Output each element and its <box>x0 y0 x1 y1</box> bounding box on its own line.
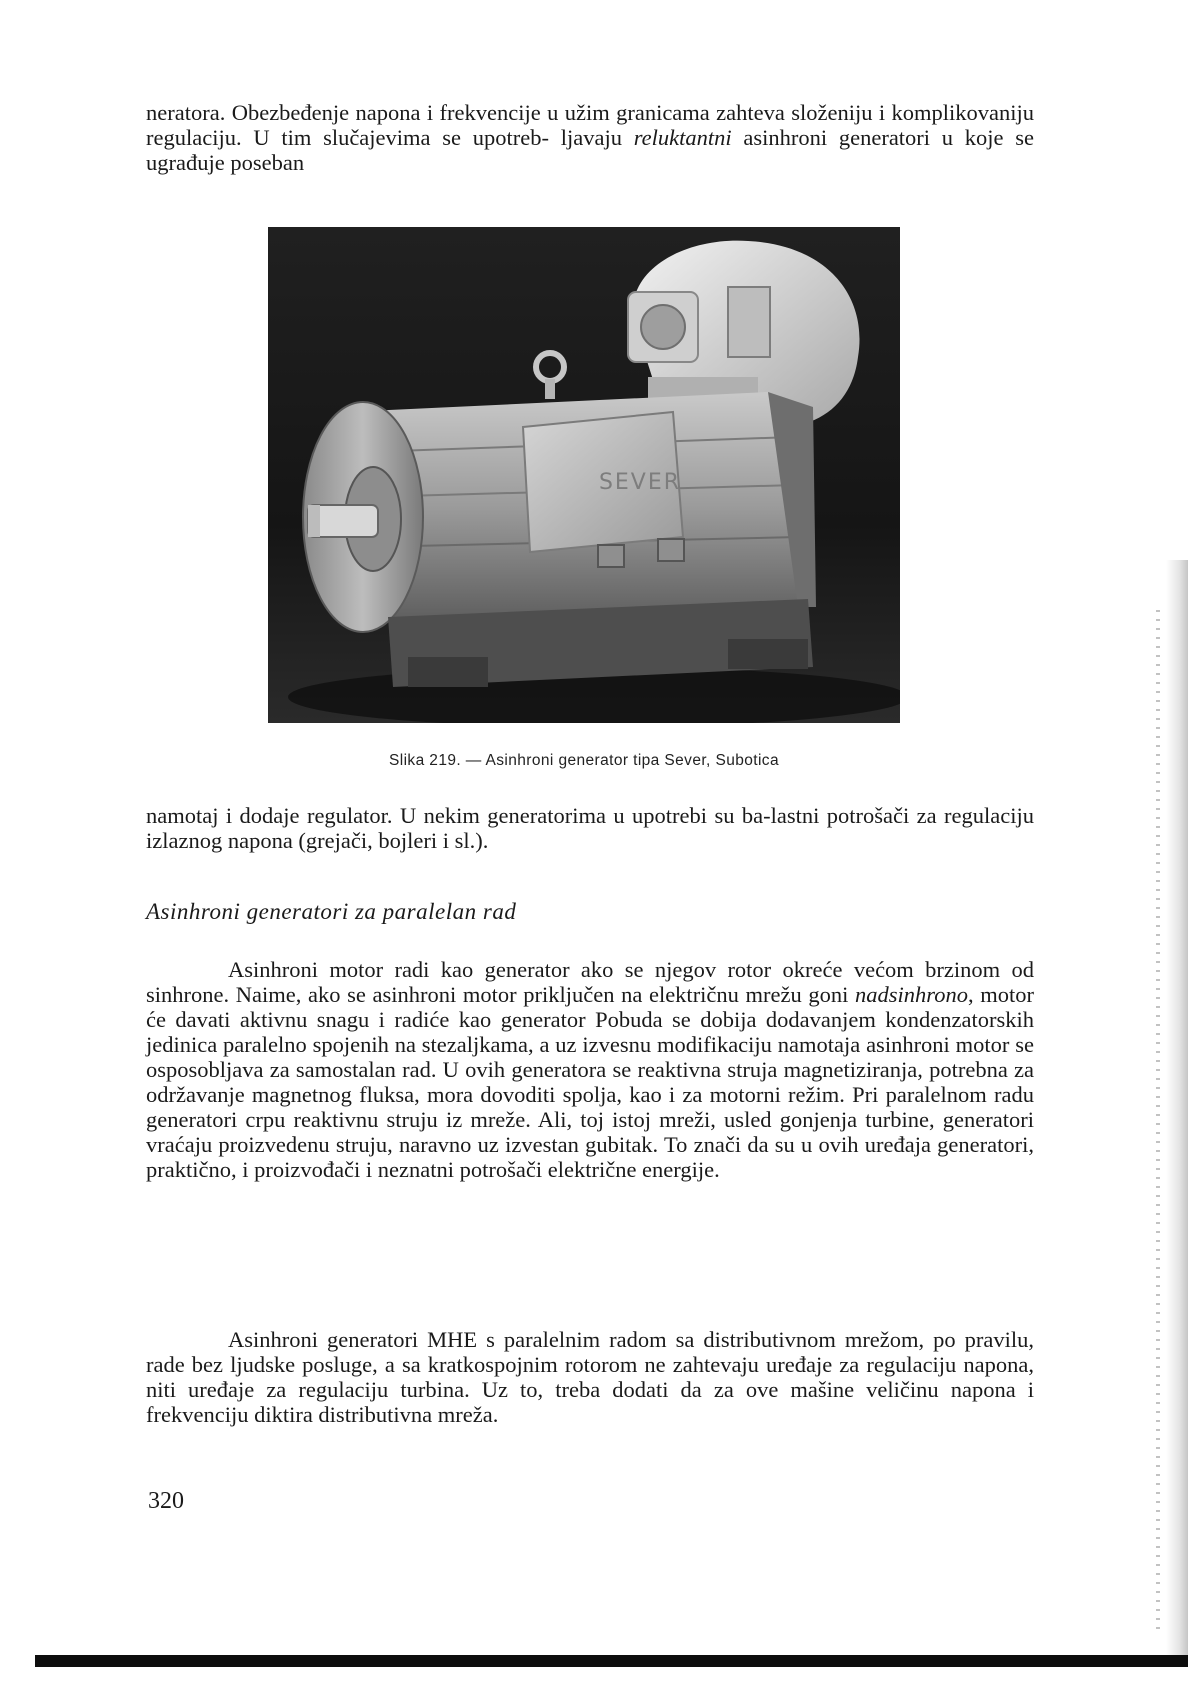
intro-line-1: neratora. Obezbeđenje napona i frekvencije u užim granicama zahteva <box>146 100 785 125</box>
body-paragraph-1 <box>146 957 1034 1182</box>
end-shield <box>303 402 423 632</box>
body1-end: , motor će davati aktivnu snagu i radiće kao generator Pobuda se dobija dodavanjem kondenzatorskih jedinica paralelno spojenih na stezaljkama, a uz izvesnu modifikaciju namotaja asinhroni motor se osposobljava za samostalan rad. U ovih generatora se reaktivna struja magnetiziranja, potrebna za održavanje magnetnog fluksa, mora dovoditi spolja, kao i za motorni režim. Pri paralelnom radu generatori crpu reaktivnu struju iz mreže. Ali, toj istoj mreži, usled gonjenja turbine, generatori vraćaju proizvedenu struju, naravno uz izvestan gubitak. To znači da su u ovih uređaja generatori, praktično, i proizvođači i neznatni potrošači električne energije. <box>146 982 1034 1182</box>
section-heading: Asinhroni generatori za paralelan rad <box>146 899 517 924</box>
body1-start: Asinhroni motor radi kao generator ako se njegov rotor okreće većom brzinom od sinhrone. Naime, ako se asinhroni motor priključen na električnu mrežu goni <box>146 957 1034 1007</box>
nameplate-text: SEVER <box>598 470 682 495</box>
scan-edge-marks <box>1156 610 1160 1630</box>
scan-edge-shadow <box>1166 560 1188 1660</box>
intro-line-3-end: asinhroni generatori u koje se ugrađuje poseban <box>146 125 1035 175</box>
body1-italic-term: nadsinhrono <box>855 982 968 1007</box>
scan-bottom-border <box>35 1655 1188 1667</box>
terminal-box <box>523 412 684 567</box>
after-figure-paragraph: namotaj i dodaje regulator. U nekim generatorima u upotrebi su ba-lastni potrošači za regulaciju izlaznog napona (grejači, bojleri i sl.). <box>146 803 1034 853</box>
intro-line-2: složeniju i komplikovaniju regulaciju. U tim slučajevima se upotreb- <box>146 100 1034 150</box>
body-paragraph-2: Asinhroni generatori MHE s paralelnim radom sa distributivnom mrežom, po pravilu, rade bez ljudske posluge, a sa kratkospojnim rotorom ne zahtevaju uređaje za regulaciju napona, niti uređaje za regulaciju turbina. Uz to, treba dodati da za ove mašine veličinu napona i frekvenciju diktira distributivna mreža. <box>146 1327 1034 1427</box>
intro-line-3-start: ljavaju <box>560 125 634 150</box>
generator-photo <box>268 227 900 723</box>
intro-italic-term: reluktantni <box>633 125 732 150</box>
page-number: 320 <box>148 1488 184 1514</box>
intro-paragraph <box>146 100 1034 175</box>
figure-caption: Slika 219. — Asinhroni generator tipa Sever, Subotica <box>389 752 779 769</box>
